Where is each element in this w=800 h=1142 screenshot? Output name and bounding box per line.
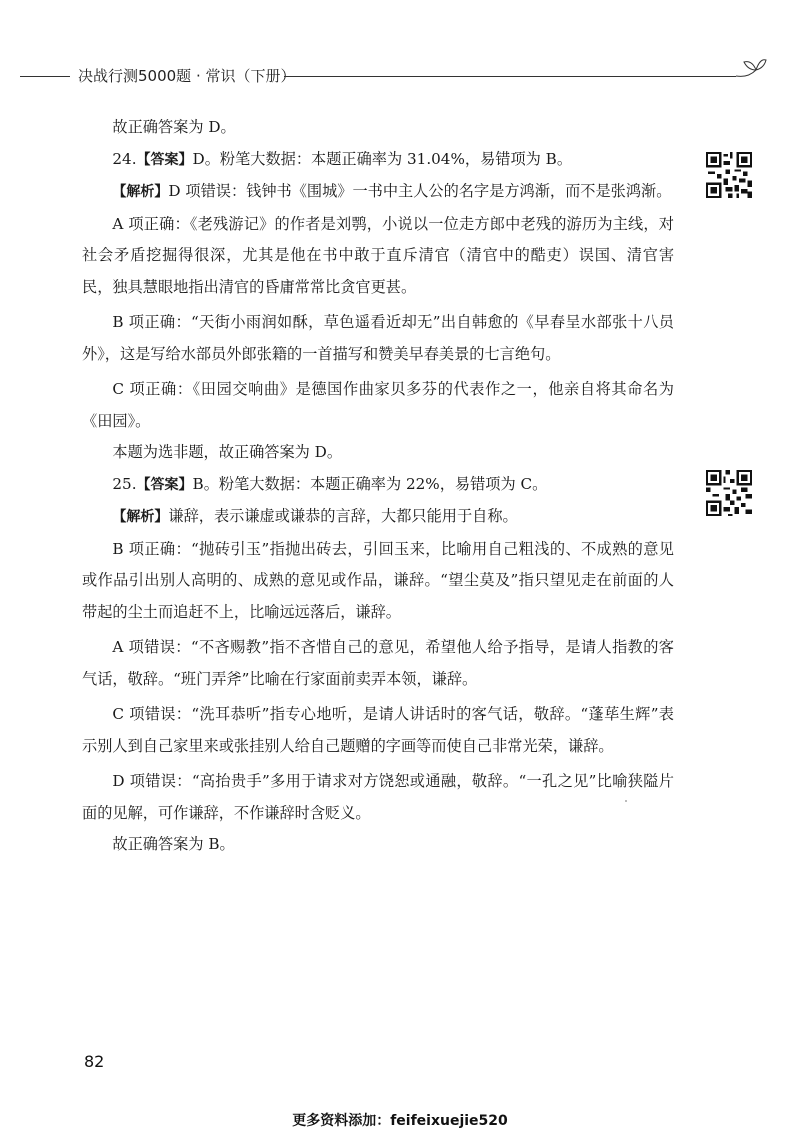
- paragraph-11: C 项错误：“洗耳恭听”指专心地听，是请人讲话时的客气话，敬辞。“蓬荜生辉”表示别人到自己家里来或张挂别人给自己题赠的字画等而使自己非常光荣，谦辞。: [82, 705, 674, 755]
- paragraph-12: D 项错误：“高抬贵手”多用于请求对方饶恕或通融，敬辞。“一孔之见”比喻狭隘片面的见解，可作谦辞，不作谦辞时含贬义。: [82, 772, 674, 822]
- answer-label: 【答案】: [136, 476, 193, 493]
- footer-watermark-text: 更多资料添加：feifeixuejie520: [292, 1113, 508, 1129]
- page-number: 82: [84, 1052, 105, 1071]
- answer-25: 25.【答案】B。粉笔大数据：本题正确率为 22%，易错项为 C。: [112, 474, 548, 493]
- answer-24: 24.【答案】D。粉笔大数据：本题正确率为 31.04%，易错项为 B。: [112, 149, 573, 168]
- qr-code-icon[interactable]: [706, 152, 752, 198]
- header-rule-left: [20, 76, 70, 77]
- paragraph-3: A 项正确：《老残游记》的作者是刘鹗，小说以一位走方郎中老残的游历为主线，对社会矛盾挖掘得很深，尤其是他在书中敢于直斥清官（清官中的酷吏）误国、清官害民，独具慧眼地指出清官的昏庸常常比贪官更甚。: [82, 214, 674, 296]
- paragraph-13: 故正确答案为 B。: [112, 835, 235, 853]
- analysis-25: 【解析】谦辞，表示谦虚或谦恭的言辞，大都只能用于自称。: [112, 507, 518, 525]
- sprout-icon: [734, 54, 768, 84]
- paragraph-9: B 项正确：“抛砖引玉”指抛出砖去，引回玉来，比喻用自己粗浅的、不成熟的意见或作品引出别人高明的、成熟的意见或作品，谦辞。“望尘莫及”指只望见走在前面的人带起的尘土而追赶不上，比喻远远落后，谦辞。: [82, 539, 674, 621]
- answer-label: 【答案】: [136, 151, 193, 168]
- analysis-label: 【解析】: [112, 509, 169, 525]
- paragraph-4: B 项正确：“天街小雨润如酥，草色遥看近却无”出自韩愈的《早春呈水部张十八员外》，这是写给水部员外郎张籍的一首描写和赞美早春美景的七言绝句。: [82, 313, 674, 363]
- header-rule-right: [284, 76, 736, 77]
- scan-speck: [625, 800, 627, 802]
- answer-explanations: [82, 112, 674, 861]
- paragraph-0: 故正确答案为 D。: [112, 118, 236, 136]
- qr-code-icon[interactable]: [706, 470, 752, 516]
- analysis-24: 【解析】D 项错误：钱钟书《围城》一书中主人公的名字是方鸿渐，而不是张鸿渐。: [112, 182, 672, 200]
- running-header: [20, 62, 760, 92]
- analysis-label: 【解析】: [112, 184, 169, 200]
- paragraph-10: A 项错误：“不吝赐教”指不吝惜自己的意见，希望他人给予指导，是请人指教的客气话，敬辞。“班门弄斧”比喻在行家面前卖弄本领，谦辞。: [82, 638, 674, 688]
- book-title: 决战行测5000题 · 常识（下册）: [78, 67, 296, 85]
- paragraph-6: 本题为选非题，故正确答案为 D。: [112, 443, 343, 461]
- paragraph-5: C 项正确：《田园交响曲》是德国作曲家贝多芬的代表作之一，他亲自将其命名为《田园》。: [82, 380, 674, 430]
